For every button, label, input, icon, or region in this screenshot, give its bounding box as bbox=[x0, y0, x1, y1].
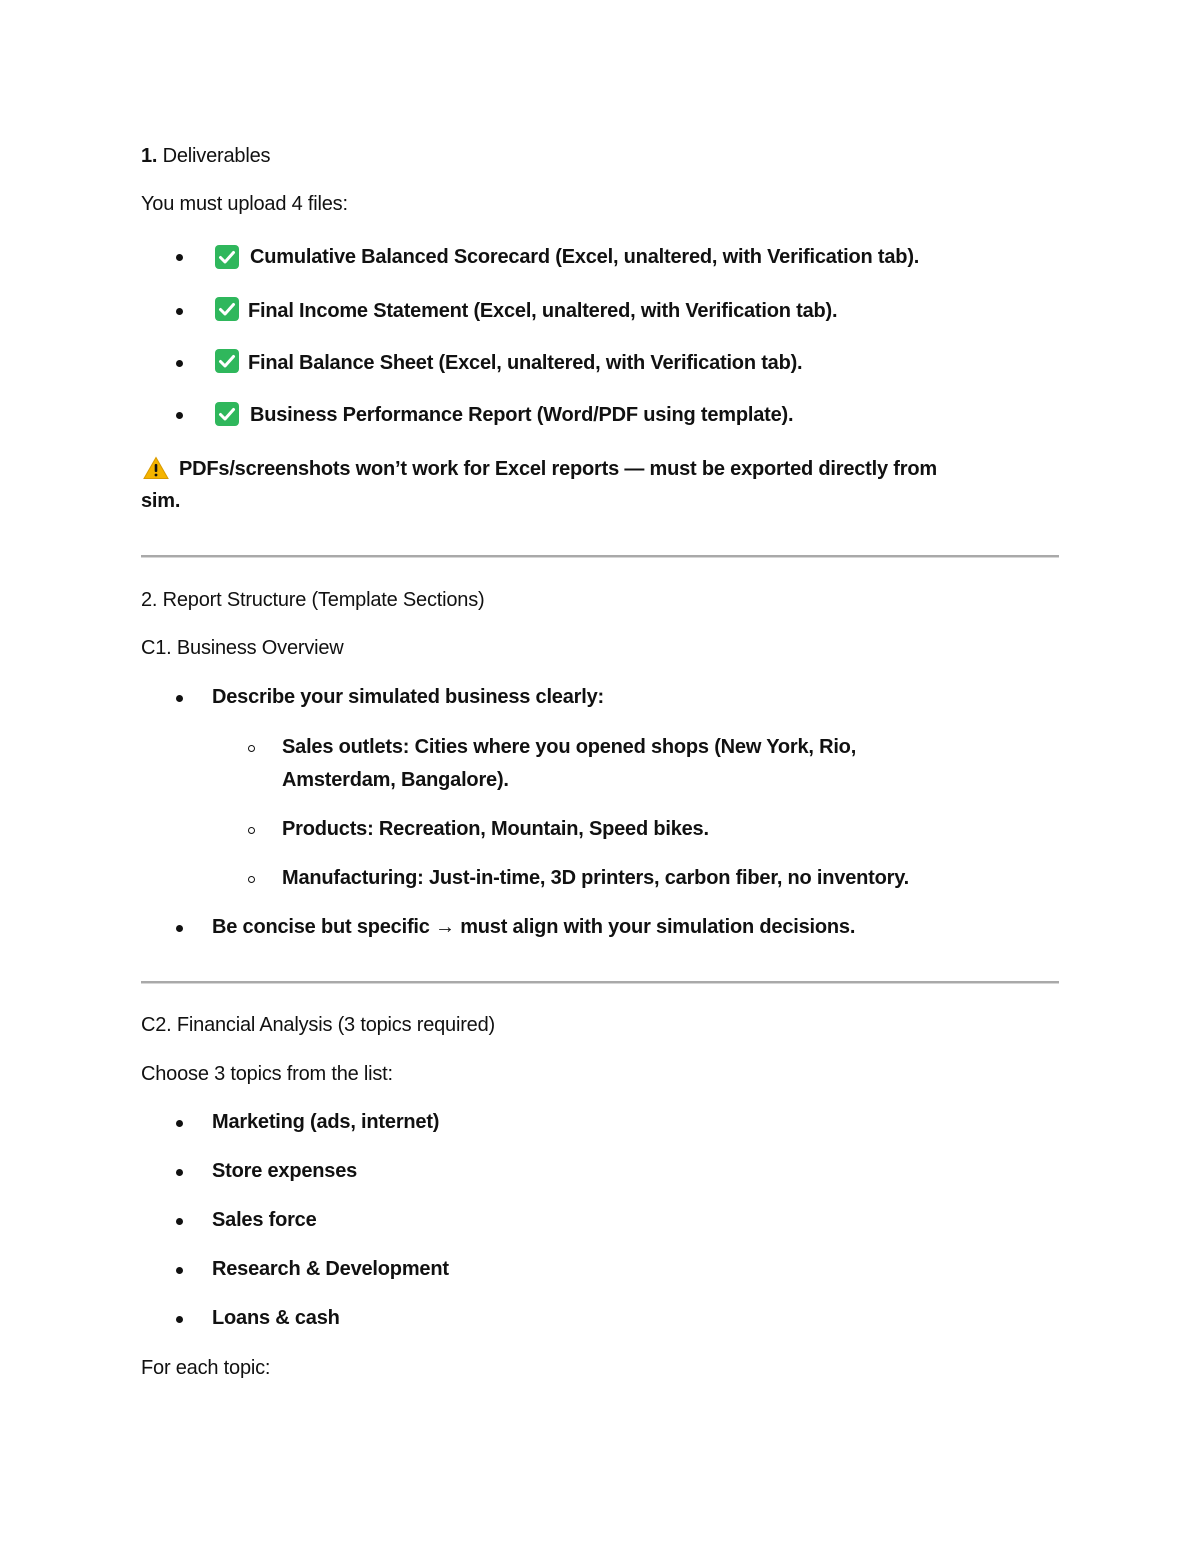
bullet-icon bbox=[176, 1120, 183, 1127]
file-item-balance-sheet: Final Balance Sheet (Excel, unaltered, with Verification tab). bbox=[248, 352, 803, 374]
upload-intro: You must upload 4 files: bbox=[141, 193, 348, 215]
sub-bullet-icon bbox=[248, 827, 255, 834]
bullet-icon bbox=[176, 1169, 183, 1176]
subheading-business-overview: C1. Business Overview bbox=[141, 637, 344, 659]
topics-intro: Choose 3 topics from the list: bbox=[141, 1063, 393, 1085]
products-item: Products: Recreation, Mountain, Speed bikes. bbox=[282, 818, 709, 840]
topic-item: Loans & cash bbox=[212, 1307, 340, 1329]
warning-text-line2: sim. bbox=[141, 490, 181, 512]
heading-number: 1. bbox=[141, 145, 158, 167]
sub-bullet-icon bbox=[248, 745, 255, 752]
bullet-icon bbox=[176, 254, 183, 261]
check-icon bbox=[215, 245, 239, 269]
section-heading-deliverables bbox=[141, 143, 270, 169]
warning-text-line1: PDFs/screenshots won’t work for Excel reports — must be exported directly from bbox=[179, 458, 937, 480]
file-item-scorecard: Cumulative Balanced Scorecard (Excel, unaltered, with Verification tab). bbox=[250, 246, 920, 268]
divider bbox=[141, 555, 1059, 558]
file-item-income-statement: Final Income Statement (Excel, unaltered, with Verification tab). bbox=[248, 300, 838, 322]
check-icon bbox=[215, 349, 239, 373]
check-icon bbox=[215, 402, 239, 426]
warning-icon bbox=[143, 456, 169, 480]
bullet-icon bbox=[176, 412, 183, 419]
topic-item: Research & Development bbox=[212, 1258, 449, 1280]
sales-outlets-line1: Sales outlets: Cities where you opened shops (New York, Rio, bbox=[282, 736, 857, 758]
topic-item: Sales force bbox=[212, 1209, 317, 1231]
sub-bullet-icon bbox=[248, 876, 255, 883]
bullet-icon bbox=[176, 308, 183, 315]
topic-item: Marketing (ads, internet) bbox=[212, 1111, 440, 1133]
heading-text: Deliverables bbox=[162, 145, 271, 167]
bullet-icon bbox=[176, 1218, 183, 1225]
bullet-icon bbox=[176, 360, 183, 367]
divider bbox=[141, 981, 1059, 984]
bullet-icon bbox=[176, 1316, 183, 1323]
manufacturing-item: Manufacturing: Just-in-time, 3D printers, carbon fiber, no inventory. bbox=[282, 867, 910, 889]
bullet-icon bbox=[176, 925, 183, 932]
check-icon bbox=[215, 297, 239, 321]
file-item-performance-report: Business Performance Report (Word/PDF using template). bbox=[250, 404, 794, 426]
section-heading-report-structure: 2. Report Structure (Template Sections) bbox=[141, 589, 485, 611]
for-each-topic: For each topic: bbox=[141, 1357, 271, 1379]
bullet-icon bbox=[176, 695, 183, 702]
sales-outlets-line2: Amsterdam, Bangalore). bbox=[282, 769, 509, 791]
subheading-financial-analysis: C2. Financial Analysis (3 topics required) bbox=[141, 1014, 495, 1036]
concise-instruction: Be concise but specific → must align with your simulation decisions. bbox=[212, 916, 856, 938]
topic-item: Store expenses bbox=[212, 1160, 358, 1182]
bullet-icon bbox=[176, 1267, 183, 1274]
overview-instruction: Describe your simulated business clearly: bbox=[212, 686, 604, 708]
